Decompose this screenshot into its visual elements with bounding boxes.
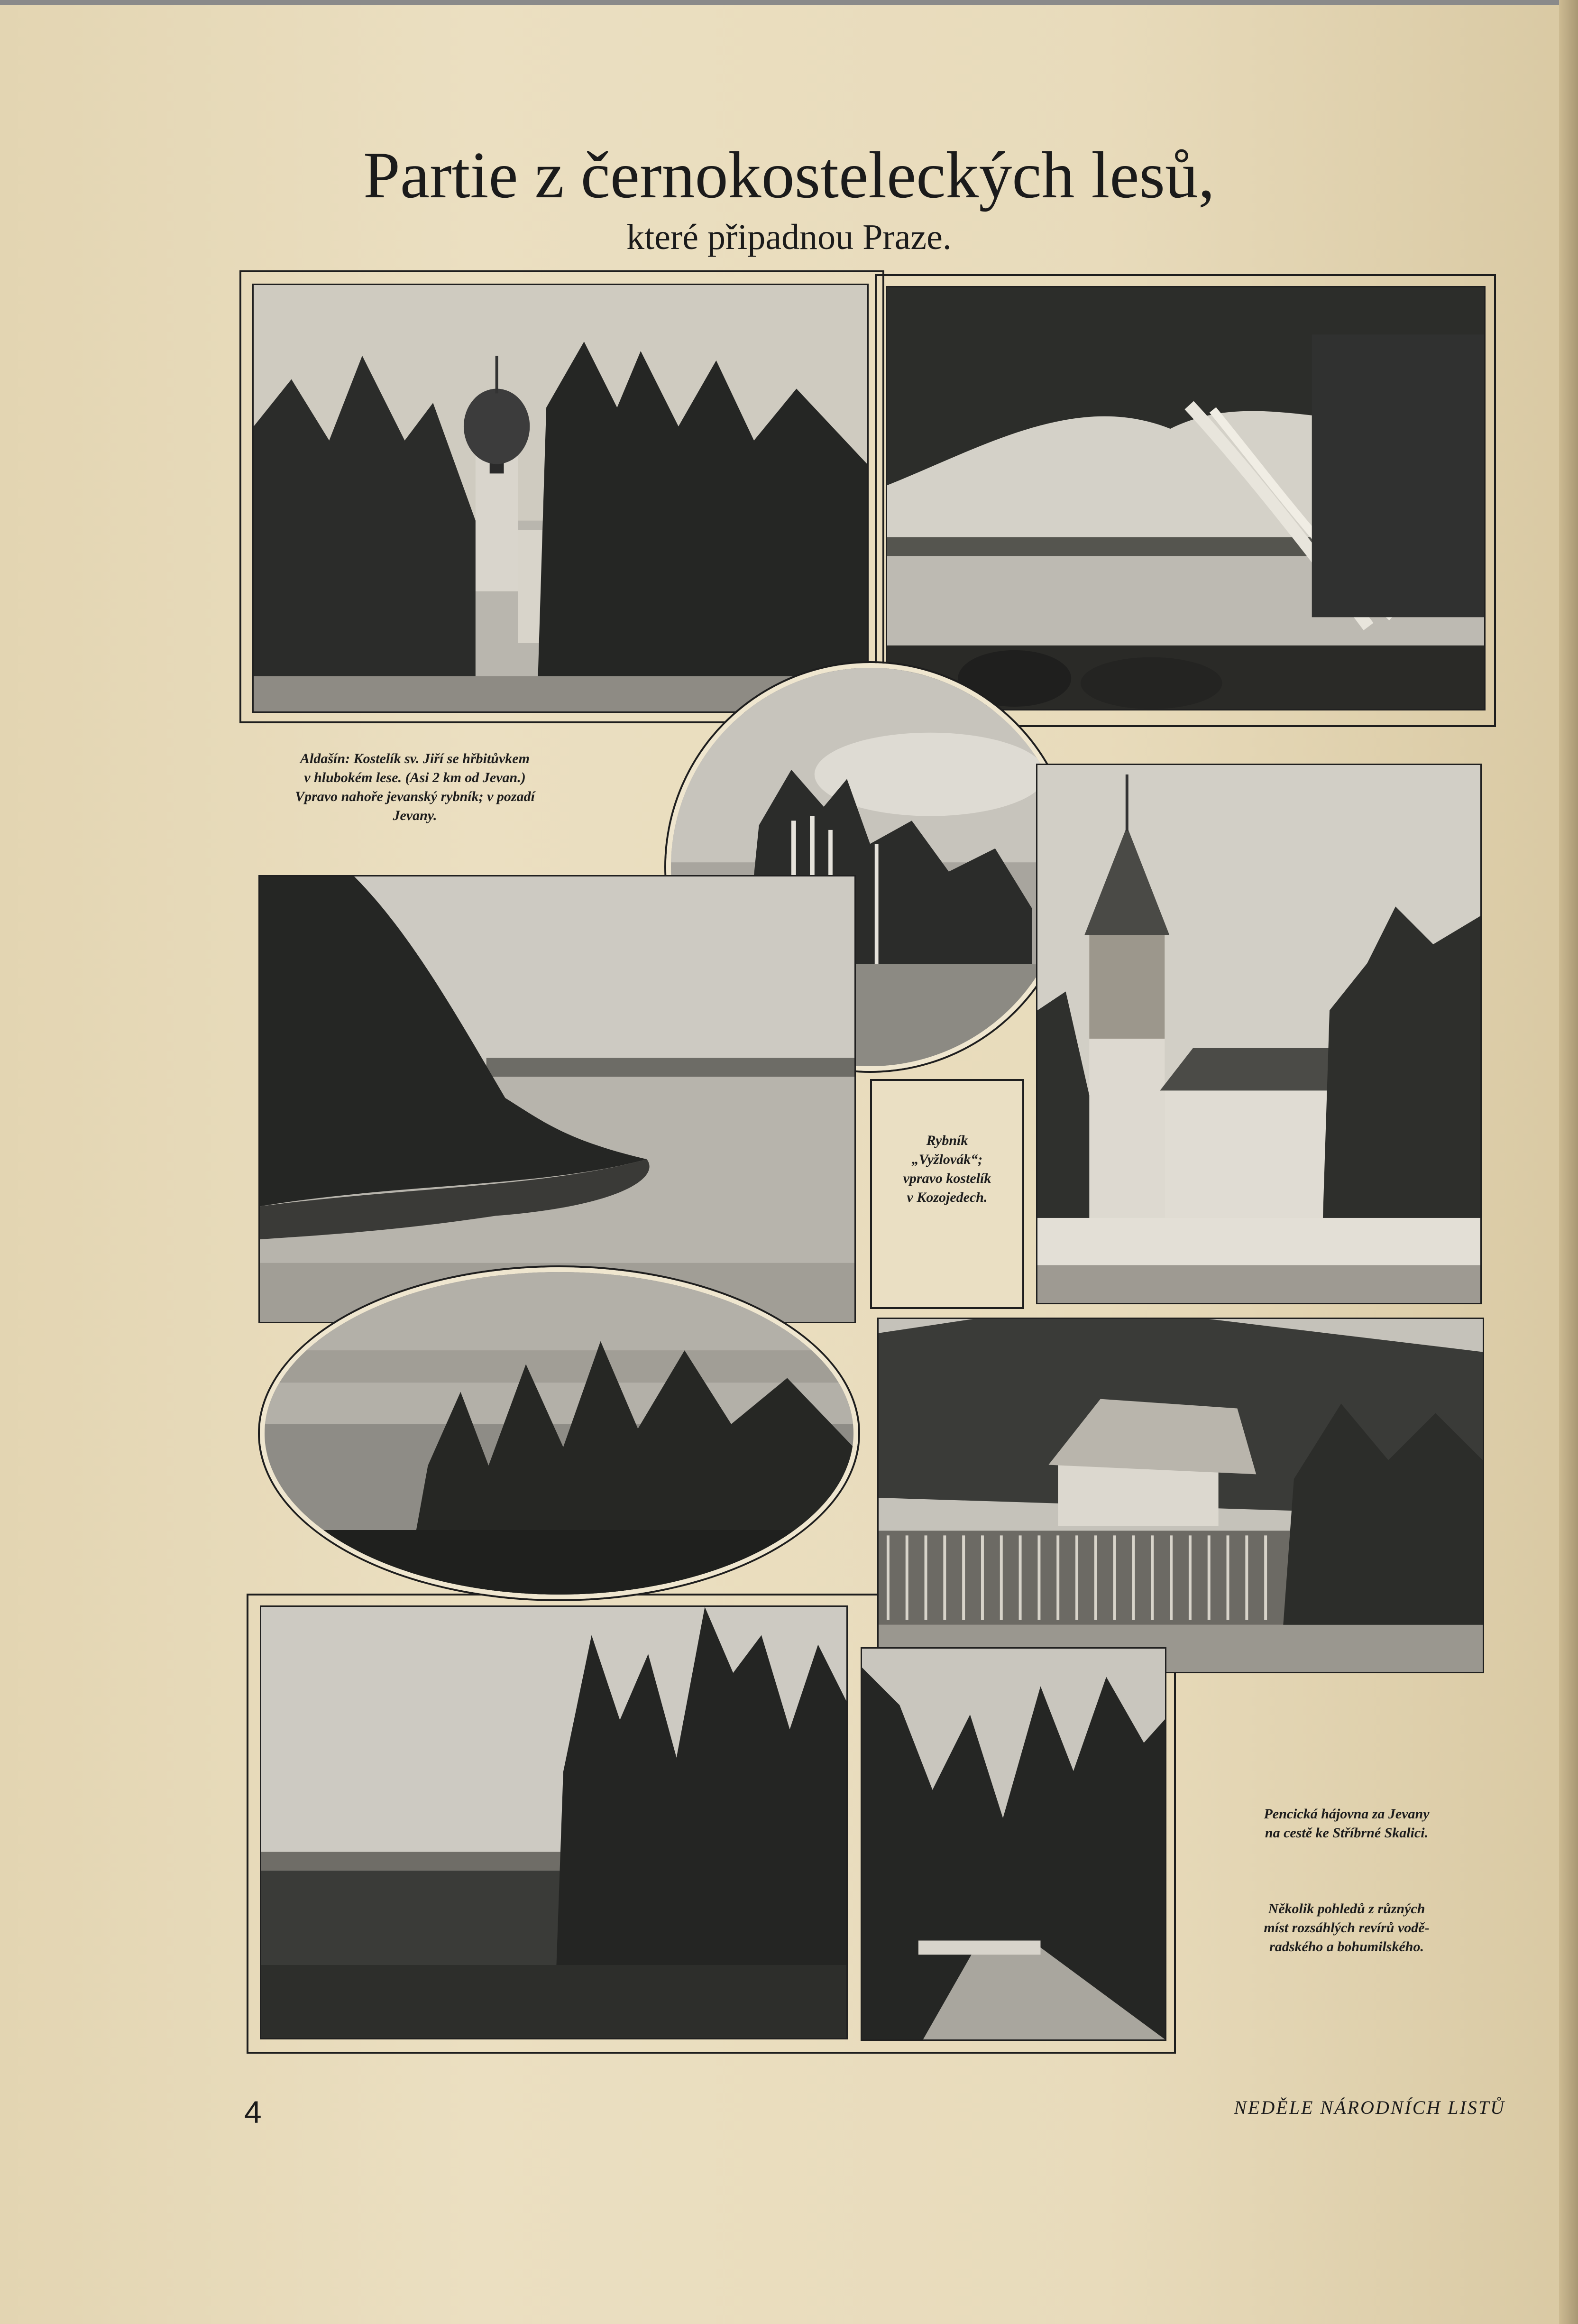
caption-nekolik <box>1204 1900 1489 1956</box>
photo-vyzlovak-pond <box>258 875 856 1323</box>
caption-line: Rybník <box>926 1133 968 1148</box>
scan-top-border <box>0 0 1578 5</box>
caption-line: Jevany. <box>393 808 437 823</box>
caption-rybnik <box>872 1131 1022 1207</box>
caption-line: Několik pohledů z různých <box>1268 1901 1425 1917</box>
caption-line: vpravo kostelík <box>903 1171 991 1186</box>
caption-line: Vpravo nahoře jevanský rybník; v pozadí <box>295 789 535 804</box>
caption-line: Aldašín: Kostelík sv. Jiří se hřbitůvkem <box>300 751 530 766</box>
photo-pencicka-hajovna <box>877 1318 1484 1673</box>
caption-line: radského a bohumilského. <box>1269 1939 1424 1955</box>
photo-dusk-forest-oval <box>260 1267 858 1599</box>
caption-line: „Vyžlovák“; <box>911 1152 983 1167</box>
page-number: 4 <box>244 2094 262 2130</box>
page-fold-edge <box>1559 0 1578 2324</box>
caption-line: míst rozsáhlých revírů vodě- <box>1264 1920 1430 1936</box>
caption-line: na cestě ke Stříbrné Skalici. <box>1265 1825 1429 1841</box>
caption-line: v hlubokém lese. (Asi 2 km od Jevan.) <box>304 770 526 785</box>
caption-line: Pencická hájovna za Jevany <box>1264 1806 1430 1822</box>
caption-line: v Kozojedech. <box>907 1190 988 1205</box>
photo-kozojedy-church <box>1036 764 1482 1304</box>
caption-aldasin <box>239 749 590 825</box>
page-title: Partie z černokosteleckých lesů, <box>363 138 1215 212</box>
photo-jevany-pond <box>886 286 1486 710</box>
photo-forest-road <box>861 1647 1166 2041</box>
caption-pencicka <box>1204 1805 1489 1843</box>
photo-aldasin-church <box>252 284 869 713</box>
photo-forest-landscape <box>260 1605 848 2039</box>
page-subtitle: které připadnou Praze. <box>626 217 952 257</box>
publication-name: NEDĚLE NÁRODNÍCH LISTŮ <box>1234 2097 1505 2118</box>
